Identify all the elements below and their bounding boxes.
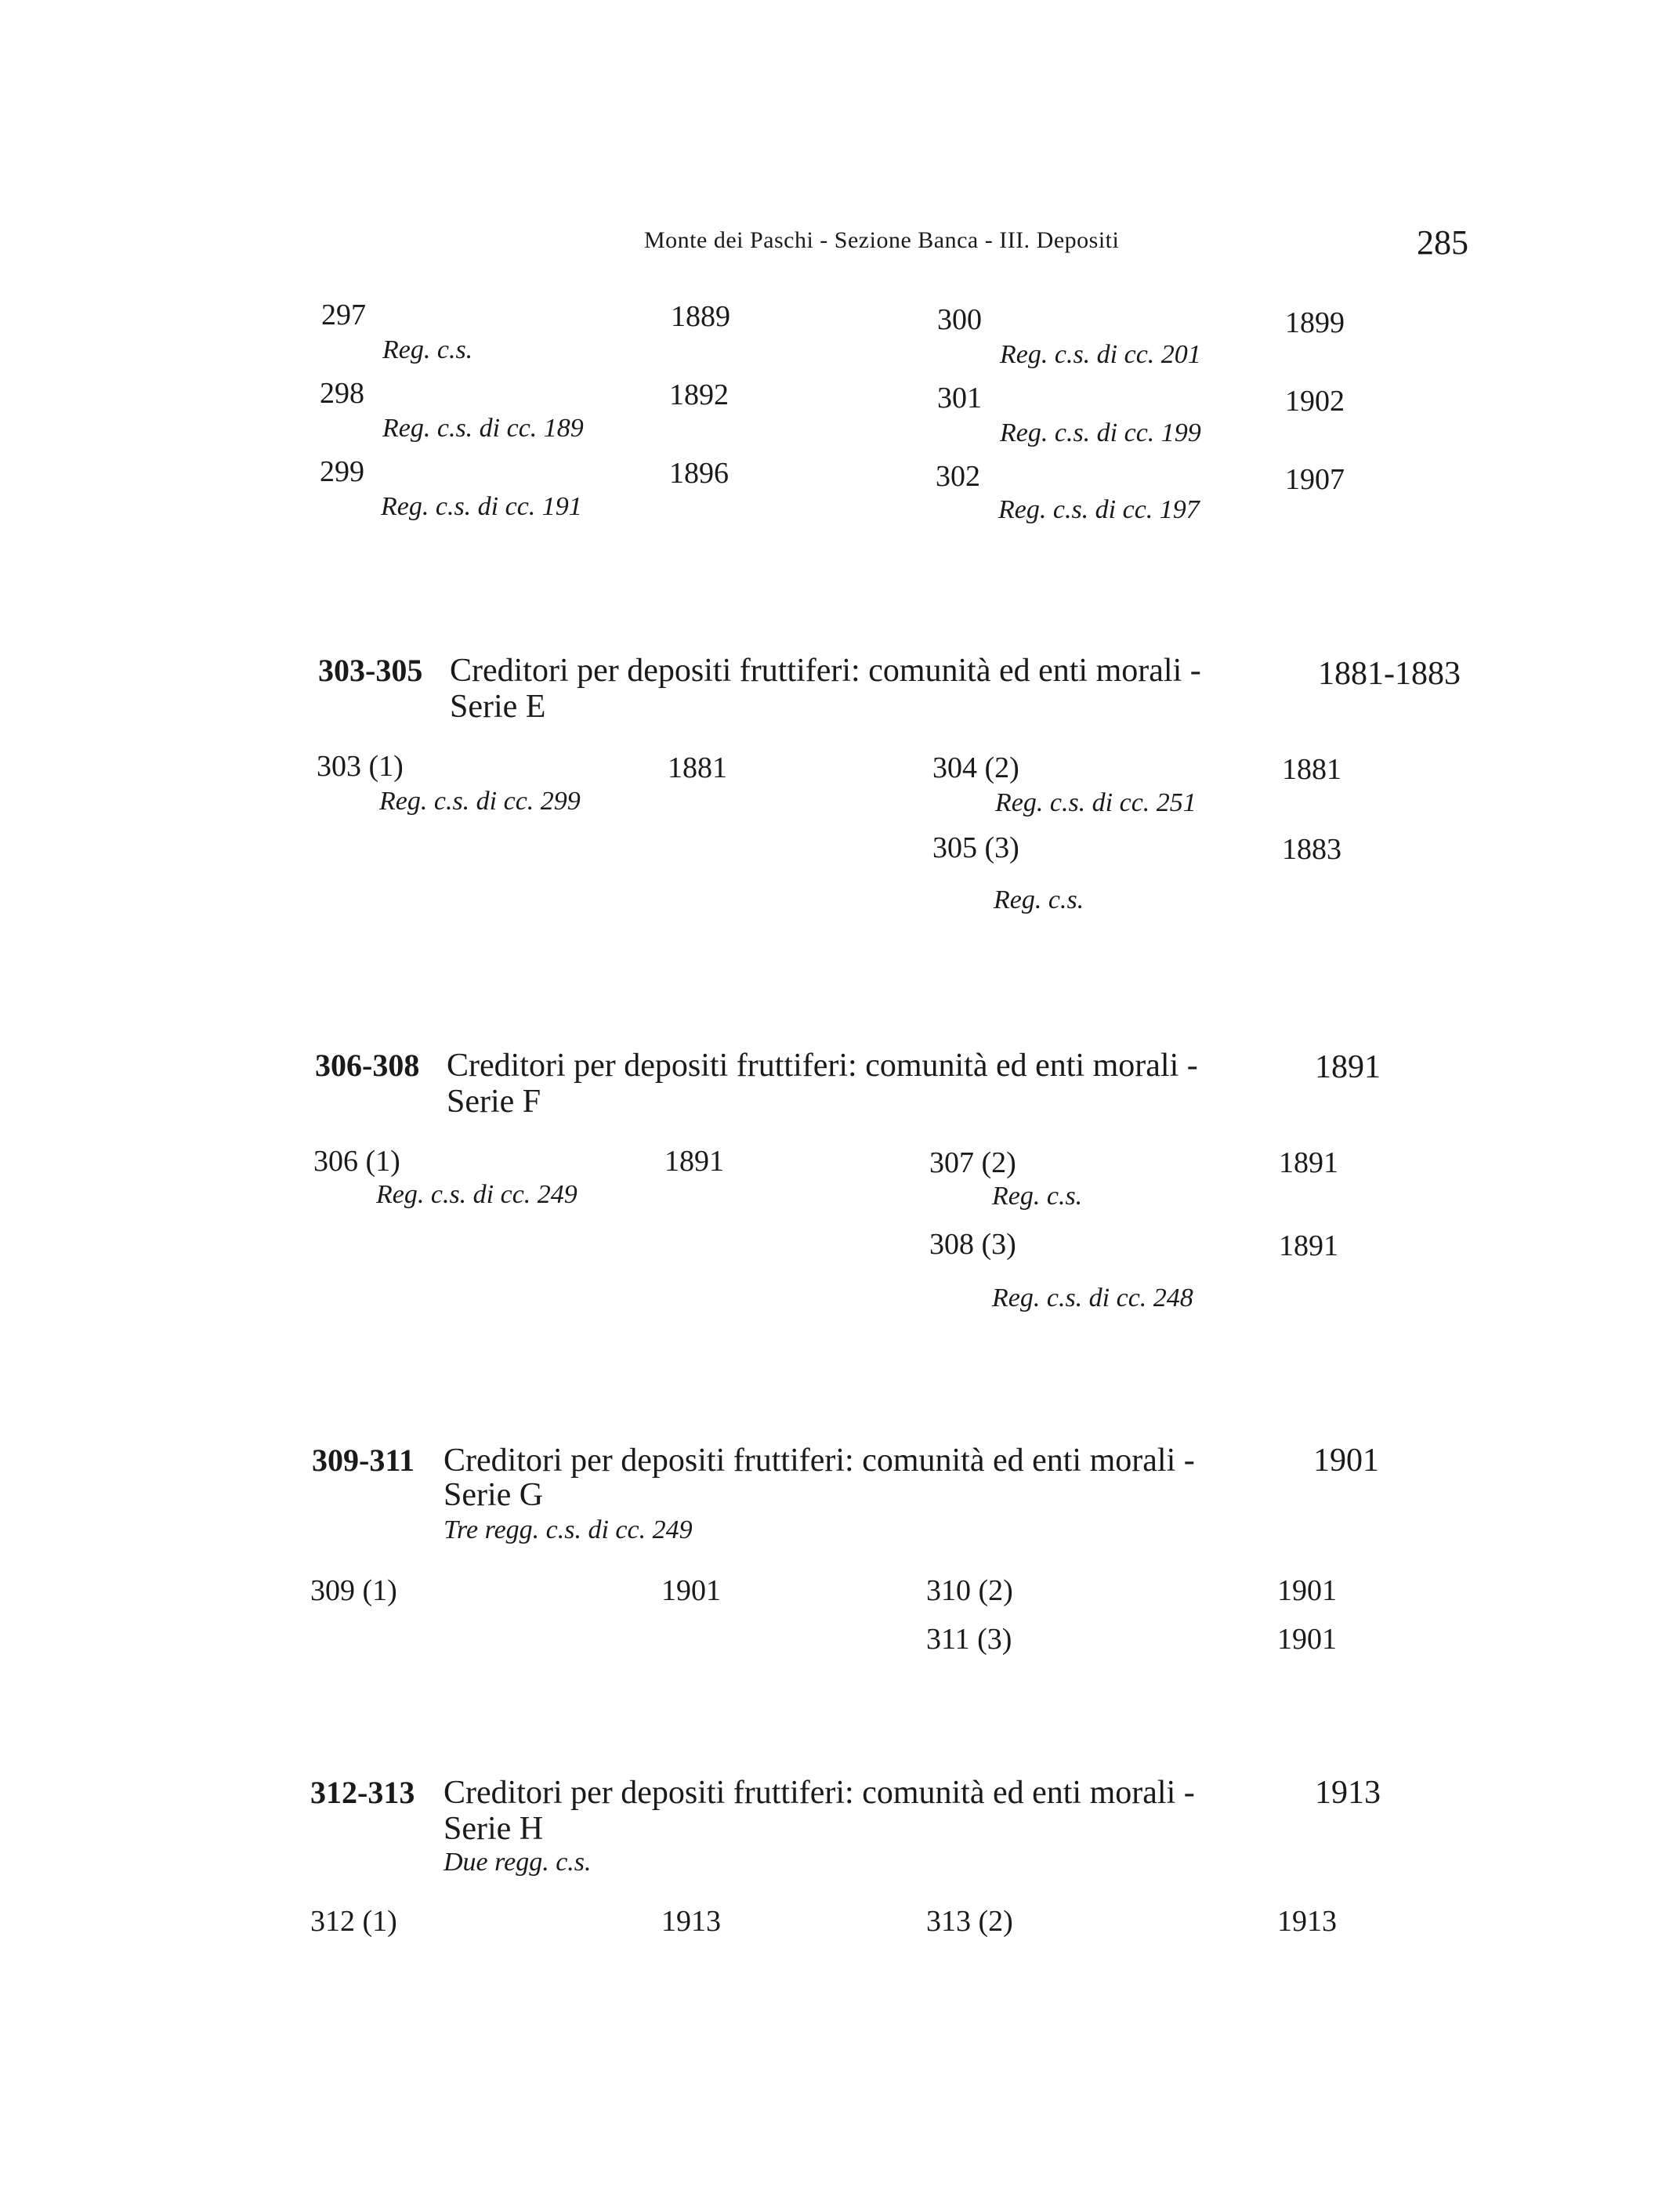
entry-number: 299 [320,455,364,488]
section-years: 1891 [1315,1049,1381,1085]
section-range: 309-311 [312,1443,415,1478]
entry-number: 300 [937,303,982,336]
section-range: 306-308 [315,1048,420,1083]
page-number: 285 [1417,223,1468,262]
entry-number: 310 (2) [926,1574,1013,1607]
section-title: Creditori per depositi fruttiferi: comunità ed enti morali - [450,653,1201,689]
entry-year: 1891 [1279,1146,1338,1179]
section-years: 1901 [1313,1443,1379,1479]
entry-number: 309 (1) [310,1574,397,1607]
running-header: Monte dei Paschi - Sezione Banca - III. Depositi [644,227,1120,253]
entry-number: 303 (1) [317,750,404,783]
entry-year: 1901 [1277,1574,1337,1607]
entry-description: Reg. c.s. di cc. 199 [1000,418,1201,447]
section-note: Tre regg. c.s. di cc. 249 [444,1515,693,1544]
entry-description: Reg. c.s. di cc. 249 [376,1180,578,1209]
section-years: 1881-1883 [1318,656,1461,692]
entry-year: 1901 [661,1574,721,1607]
section-series: Serie F [447,1084,541,1120]
entry-year: 1899 [1285,306,1345,339]
entry-year: 1881 [668,751,727,784]
entry-year: 1881 [1282,753,1341,786]
entry-number: 307 (2) [929,1146,1016,1179]
section-title: Creditori per depositi fruttiferi: comunità ed enti morali - [444,1443,1195,1479]
section-note: Due regg. c.s. [444,1848,592,1877]
entry-year: 1913 [1277,1905,1337,1938]
entry-year: 1901 [1277,1623,1337,1656]
entry-description: Reg. c.s. [992,1182,1083,1211]
entry-number: 308 (3) [929,1228,1016,1261]
section-years: 1913 [1315,1775,1381,1811]
entry-number: 297 [321,299,366,331]
entry-number: 306 (1) [313,1145,400,1178]
entry-year: 1896 [669,457,729,490]
entry-description: Reg. c.s. di cc. 299 [379,787,581,816]
entry-description: Reg. c.s. di cc. 201 [1000,340,1201,369]
section-title: Creditori per depositi fruttiferi: comunità ed enti morali - [444,1775,1195,1811]
entry-year: 1902 [1285,385,1345,418]
entry-description: Reg. c.s. di cc. 251 [995,788,1197,817]
entry-year: 1913 [661,1905,721,1938]
entry-year: 1891 [1279,1229,1338,1262]
section-series: Serie G [444,1477,544,1513]
entry-number: 305 (3) [932,831,1019,864]
entry-year: 1891 [664,1145,724,1178]
entry-number: 302 [936,460,980,493]
entry-year: 1892 [669,378,729,411]
entry-description: Reg. c.s. di cc. 248 [992,1283,1193,1312]
section-title: Creditori per depositi fruttiferi: comunità ed enti morali - [447,1048,1198,1084]
entry-number: 301 [937,382,982,415]
entry-year: 1907 [1285,463,1345,496]
entry-number: 311 (3) [926,1623,1012,1656]
section-range: 303-305 [318,653,423,688]
entry-number: 304 (2) [932,751,1019,784]
entry-description: Reg. c.s. di cc. 191 [381,492,582,521]
entry-description: Reg. c.s. [382,335,473,364]
entry-number: 312 (1) [310,1905,397,1938]
entry-year: 1883 [1282,833,1341,866]
section-series: Serie H [444,1811,544,1847]
section-series: Serie E [450,689,546,725]
entry-year: 1889 [671,300,730,333]
entry-description: Reg. c.s. di cc. 189 [382,414,584,443]
entry-description: Reg. c.s. di cc. 197 [998,495,1200,524]
section-range: 312-313 [310,1775,415,1810]
entry-number: 313 (2) [926,1905,1013,1938]
entry-number: 298 [320,377,364,410]
entry-description: Reg. c.s. [994,885,1084,914]
